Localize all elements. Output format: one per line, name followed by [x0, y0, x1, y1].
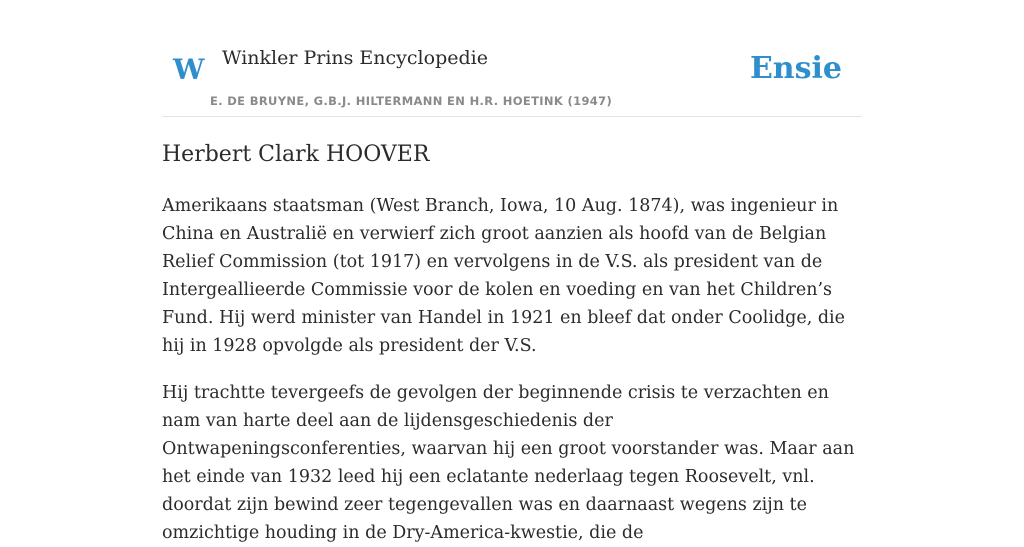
site-title[interactable]: Winkler Prins Encyclopedie [222, 47, 488, 69]
article-title: Herbert Clark HOOVER [162, 142, 430, 167]
article-paragraph-2: Hij trachtte tevergeefs de gevolgen der beginnende crisis te verzachten en nam van harte deel aan de lijdensgeschiedenis der Ontwapeningsconferenties, waarvan hij een groot voorstander was. Maar aan het einde van 1932 leed hij een eclatante nederlaag tegen Roosevelt, vnl. doordat zijn bewind zeer tegengevallen was en daarnaast wegens zijn te omzichtige houding in de Dry-America-kwestie, die de [162, 383, 855, 543]
wp-logo-icon[interactable]: W [173, 53, 205, 86]
ensie-logo[interactable]: Ensie [749, 51, 842, 86]
site-header [162, 0, 862, 117]
site-byline: E. DE BRUYNE, G.B.J. HILTERMANN EN H.R. HOETINK (1947) [210, 94, 613, 108]
article-paragraph-1: Amerikaans staatsman (West Branch, Iowa, 10 Aug. 1874), was ingenieur in China en Australië en verwierf zich groot aanzien als hoofd van de Belgian Relief Commission (tot 1917) en vervolgens in de V.S. als president van de Intergeallieerde Commissie voor de kolen en voeding en van het Children’s Fund. Hij werd minister van Handel in 1921 en bleef dat onder Coolidge, die hij in 1928 opvolgde als president der V.S. [162, 196, 846, 356]
page [162, 0, 862, 543]
